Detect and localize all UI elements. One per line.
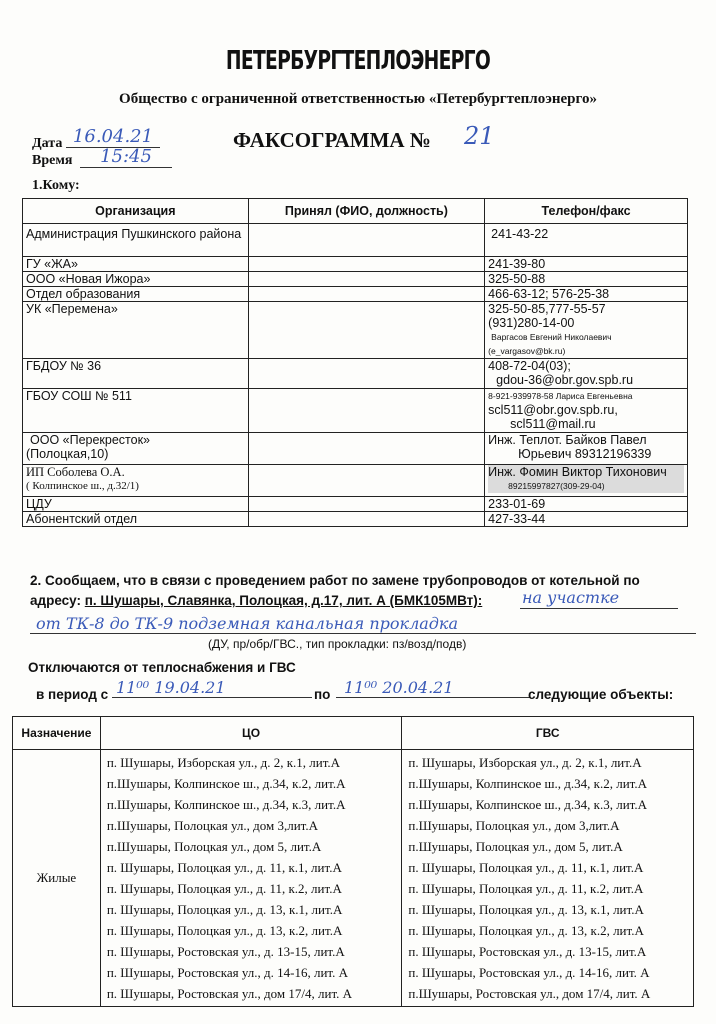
phone-line: (931)280-14-00 <box>488 316 575 330</box>
list-item: п. Шушары, Полоцкая ул., д. 13, к.1, лит.А <box>106 902 343 917</box>
org-name: ООО «Перекресток» <box>30 433 151 447</box>
org-cell: Отдел образования <box>23 287 249 302</box>
section2-text: 2. Сообщаем, что в связи с проведением работ по замене трубопроводов от котельной по <box>30 573 640 588</box>
list-item: п. Шушары, Ростовская ул., дом 17/4, лит. А <box>106 986 353 1001</box>
contact-note: Варгасов Евгений Николаевич <box>491 332 612 342</box>
phone-cell: 241-39-80 <box>485 257 688 272</box>
address-prefix: адресу: <box>30 593 81 608</box>
list-item: п. Шушары, Полоцкая ул., д. 11, к.1, лит.А <box>106 860 342 875</box>
org-cell: Абонентский отдел <box>23 512 249 527</box>
time-value: 15:45 <box>80 146 172 168</box>
org-cell <box>23 224 249 257</box>
accepted-cell <box>248 512 485 527</box>
list-item: п. Шушары, Ростовская ул., д. 14-16, лит. А <box>408 965 650 980</box>
col-header: ЦО <box>100 717 402 750</box>
list-item: п.Шушары, Ростовская ул., дом 17/4, лит. А <box>408 986 651 1001</box>
table-row <box>23 272 688 287</box>
list-item: п.Шушары, Полоцкая ул., дом 5, лит.А <box>106 839 322 854</box>
table-row <box>23 433 688 465</box>
handwritten-note: от ТК-8 до ТК-9 подземная канальная прокладка <box>30 614 696 634</box>
co-cell <box>100 750 402 1007</box>
table-row <box>23 465 688 497</box>
handwritten-note: на участке <box>522 588 620 607</box>
table-row <box>23 497 688 512</box>
recipients-table <box>22 198 688 527</box>
col-header: Принял (ФИО, должность) <box>248 199 485 224</box>
contact-email: (e_vargasov@bk.ru) <box>488 346 566 356</box>
contact-note: 8-921-939978-58 Лариса Евгеньевна <box>488 391 633 401</box>
table-row <box>13 750 694 1007</box>
period-from: 11⁰⁰ 19.04.21 <box>112 678 312 698</box>
org-address: (Полоцкая,10) <box>26 447 109 461</box>
list-item: п.Шушары, Колпинское ш., д.34, к.2, лит.А <box>408 776 647 791</box>
accepted-cell <box>248 359 485 389</box>
phone-line: 408-72-04(03); <box>488 359 571 373</box>
accepted-cell <box>248 257 485 272</box>
list-item: п.Шушары, Полоцкая ул., дом 5, лит.А <box>408 839 623 854</box>
contact-line: Инж. Теплот. Байков Павел <box>488 433 647 447</box>
period-to-label: по <box>314 687 331 702</box>
table-row <box>23 302 688 359</box>
org-cell: ГУ «ЖА» <box>23 257 249 272</box>
org-address: ( Колпинское ш., д.32/1) <box>26 480 139 492</box>
contact-email: gdou-36@obr.gov.spb.ru <box>496 373 634 387</box>
org-cell: УК «Перемена» <box>23 302 249 359</box>
accepted-cell <box>248 389 485 433</box>
accepted-cell <box>248 465 485 497</box>
period-to: 11⁰⁰ 20.04.21 <box>336 678 530 698</box>
accepted-cell <box>248 224 485 257</box>
page-title: ФАКСОГРАММА № <box>233 128 431 152</box>
accepted-cell <box>248 272 485 287</box>
disconnect-label: Отключаются от теплоснабжения и ГВС <box>28 660 296 675</box>
phone-cell: 241-43-22 <box>485 224 688 257</box>
period-suffix: следующие объекты: <box>528 687 674 702</box>
list-item: п.Шушары, Колпинское ш., д.34, к.3, лит.А <box>408 797 647 812</box>
table-row <box>23 359 688 389</box>
col-header: Организация <box>23 199 249 224</box>
section1-label: 1.Кому: <box>32 178 80 193</box>
list-item: п. Шушары, Изборская ул., д. 2, к.1, лит.А <box>408 755 642 770</box>
table-row <box>23 257 688 272</box>
date-label: Дата <box>32 136 63 151</box>
org-cell: ГБОУ СОШ № 511 <box>23 389 249 433</box>
phone-cell <box>485 359 688 389</box>
org-cell: ЦДУ <box>23 497 249 512</box>
accepted-cell <box>248 497 485 512</box>
list-item: п.Шушары, Колпинское ш., д.34, к.3, лит.А <box>106 797 346 812</box>
org-name: ИП Соболева О.А. <box>26 465 125 479</box>
contact-phone: 89215997827(309-29-04) <box>488 479 684 493</box>
phone-cell: 466-63-12; 576-25-38 <box>485 287 688 302</box>
col-header: Назначение <box>13 717 101 750</box>
phone-cell: 325-50-88 <box>485 272 688 287</box>
period-prefix: в период с <box>36 687 109 702</box>
underline <box>520 608 678 609</box>
list-item: п. Шушары, Ростовская ул., д. 14-16, лит. А <box>106 965 349 980</box>
contact-email: scl511@mail.ru <box>510 417 596 431</box>
phone-cell: 233-01-69 <box>485 497 688 512</box>
accepted-cell <box>248 287 485 302</box>
list-item: п. Шушары, Полоцкая ул., д. 11, к.2, лит.А <box>106 881 342 896</box>
address-value: п. Шушары, Славянка, Полоцкая, д.17, лит. А (БМК105МВт): <box>84 593 483 608</box>
table-row <box>23 389 688 433</box>
phone-cell <box>485 389 688 433</box>
phone-line: 325-50-85,777-55-57 <box>488 302 606 316</box>
recipients-header-row <box>23 199 688 224</box>
category-cell: Жилые <box>13 750 101 1007</box>
list-item: п. Шушары, Полоцкая ул., д. 13, к.2, лит.А <box>106 923 343 938</box>
list-item: п. Шушары, Ростовская ул., д. 13-15, лит.А <box>408 944 647 959</box>
list-item: п. Шушары, Полоцкая ул., д. 13, к.1, лит.А <box>408 902 644 917</box>
org-cell: ООО «Новая Ижора» <box>23 272 249 287</box>
col-header: Телефон/факс <box>485 199 688 224</box>
address-line <box>30 593 482 608</box>
phone-cell <box>485 433 688 465</box>
phone-cell <box>485 302 688 359</box>
org-cell <box>23 433 249 465</box>
fax-number: 21 <box>464 122 495 150</box>
col-header: ГВС <box>402 717 694 750</box>
time-label: Время <box>32 153 73 168</box>
gvs-cell <box>402 750 694 1007</box>
org-cell <box>23 465 249 497</box>
list-item: п. Шушары, Ростовская ул., д. 13-15, лит.А <box>106 944 345 959</box>
table-row <box>23 512 688 527</box>
caption: (ДУ, пр/обр/ГВС., тип прокладки: пз/возд/подв) <box>208 637 467 651</box>
accepted-cell <box>248 433 485 465</box>
contact-line: Инж. Фомин Виктор Тихонович <box>488 465 684 479</box>
list-item: п. Шушары, Изборская ул., д. 2, к.1, лит.А <box>106 755 341 770</box>
contact-email: scl511@obr.gov.spb.ru, <box>488 403 618 417</box>
objects-header-row <box>13 717 694 750</box>
org-name: Администрация Пушкинского района <box>26 227 242 241</box>
list-item: п. Шушары, Полоцкая ул., д. 13, к.2, лит.А <box>408 923 644 938</box>
table-row <box>23 224 688 257</box>
org-cell: ГБДОУ № 36 <box>23 359 249 389</box>
list-item: п. Шушары, Полоцкая ул., д. 11, к.1, лит.А <box>408 860 644 875</box>
phone-cell: 427-33-44 <box>485 512 688 527</box>
list-item: п.Шушары, Полоцкая ул., дом 3,лит.А <box>106 818 318 833</box>
contact-line: Юрьевич 89312196339 <box>518 447 652 461</box>
accepted-cell <box>248 302 485 359</box>
date-value: 16.04.21 <box>66 126 160 148</box>
objects-table <box>12 716 694 1007</box>
table-row <box>23 287 688 302</box>
company-name: Общество с ограниченной ответственностью «Петербургтеплоэнерго» <box>119 91 597 107</box>
list-item: п.Шушары, Полоцкая ул., дом 3,лит.А <box>408 818 620 833</box>
list-item: п.Шушары, Колпинское ш., д.34, к.2, лит.А <box>106 776 346 791</box>
company-logo: ПЕТЕРБУРГТЕПЛОЭНЕРГО <box>225 46 491 76</box>
phone-cell <box>485 465 688 497</box>
list-item: п. Шушары, Полоцкая ул., д. 11, к.2, лит.А <box>408 881 644 896</box>
